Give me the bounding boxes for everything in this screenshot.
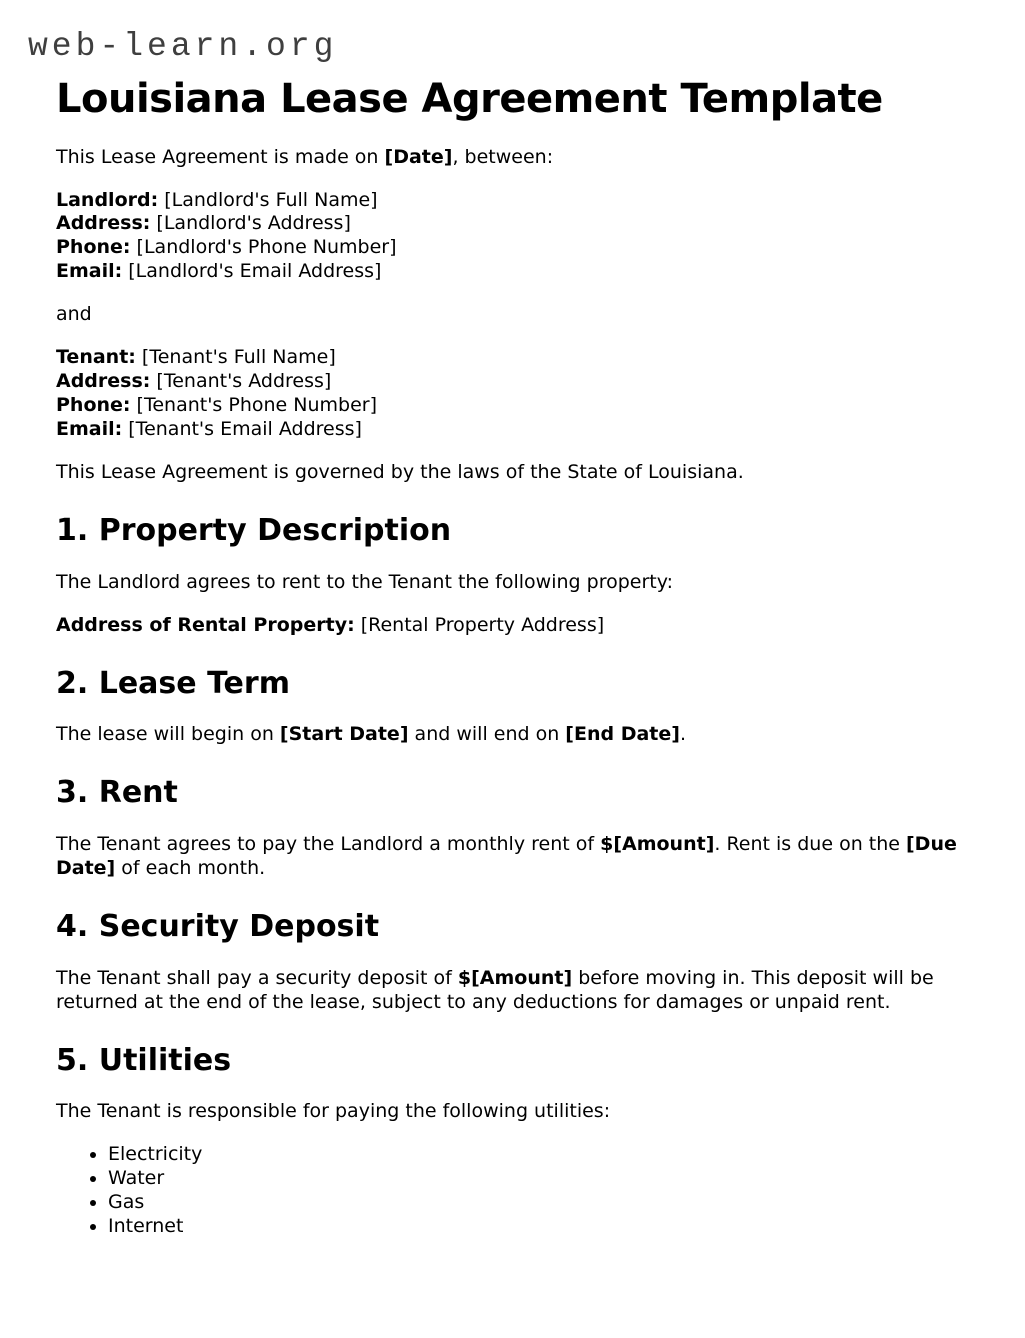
governing-law-paragraph: This Lease Agreement is governed by the laws of the State of Louisiana. (56, 460, 744, 483)
intro-paragraph (56, 146, 969, 170)
field-label: Email: (56, 260, 123, 283)
due-date-placeholder: [Due Date] (56, 833, 957, 880)
landlord-email-line (56, 260, 969, 284)
landlord-address-line (56, 212, 969, 236)
utility-item-water: • Water (108, 1167, 969, 1191)
intro-text-1: This Lease Agreement is made on (56, 145, 385, 168)
rent-text-3: of each month. (115, 857, 266, 880)
utility-list (56, 1143, 969, 1239)
tenant-block (56, 346, 969, 442)
section-heading-security-deposit: 4. Security Deposit (56, 908, 380, 944)
field-value: [Landlord's Address] (150, 212, 351, 235)
utility-item-electricity: • Electricity (108, 1143, 969, 1167)
date-placeholder: [Date] (384, 145, 453, 168)
security-deposit-text-2: before moving in. This deposit will be returned at the end of the lease, subject to any deductions for damages or unpaid rent. (56, 966, 934, 1013)
start-date-placeholder: [Start Date] (279, 723, 409, 746)
end-date-placeholder: [End Date] (565, 723, 680, 746)
tenant-address-line (56, 370, 969, 394)
lease-term-text-3: . (679, 723, 686, 746)
lease-term-paragraph (56, 723, 969, 747)
field-label: Phone: (56, 236, 131, 259)
rental-address-placeholder: [Rental Property Address] (354, 613, 605, 636)
rent-text-1: The Tenant agrees to pay the Landlord a monthly rent of (56, 833, 601, 856)
field-value: [Tenant's Address] (150, 370, 332, 393)
intro-text-2: , between: (452, 145, 554, 168)
lease-term-text-2: and will end on (408, 723, 566, 746)
landlord-phone-line (56, 236, 969, 260)
field-label: Tenant: (56, 346, 136, 369)
rental-address-line (56, 614, 969, 638)
page-title: Louisiana Lease Agreement Template (56, 75, 883, 122)
field-value: [Tenant's Email Address] (122, 418, 362, 441)
field-value: [Landlord's Email Address] (122, 260, 382, 283)
property-description-paragraph: The Landlord agrees to rent to the Tenant the following property: (56, 570, 673, 593)
utility-item-gas: • Gas (108, 1191, 969, 1215)
landlord-block (56, 189, 969, 285)
tenant-name-line (56, 346, 969, 370)
rental-address-label: Address of Rental Property: (56, 613, 355, 636)
security-deposit-text-1: The Tenant shall pay a security deposit of (56, 966, 458, 989)
deposit-amount-placeholder: $[Amount] (457, 966, 573, 989)
tenant-phone-line (56, 394, 969, 418)
landlord-name-line (56, 189, 969, 213)
field-label: Landlord: (56, 188, 159, 211)
section-heading-utilities: 5. Utilities (56, 1042, 232, 1078)
field-label: Phone: (56, 394, 131, 417)
field-value: [Landlord's Phone Number] (130, 236, 397, 259)
utilities-paragraph: The Tenant is responsible for paying the following utilities: (56, 1100, 611, 1123)
section-heading-rent: 3. Rent (56, 775, 178, 811)
security-deposit-paragraph (56, 967, 969, 1015)
tenant-email-line (56, 418, 969, 442)
field-value: [Tenant's Phone Number] (130, 394, 378, 417)
utility-item-internet: • Internet (108, 1215, 969, 1239)
section-heading-lease-term: 2. Lease Term (56, 665, 290, 701)
section-heading-property-description: 1. Property Description (56, 512, 452, 548)
field-value: [Landlord's Full Name] (158, 188, 378, 211)
rent-amount-placeholder: $[Amount] (600, 833, 715, 856)
field-label: Email: (56, 418, 123, 441)
site-logo: web-learn.org (28, 28, 338, 65)
connector-text: and (56, 303, 92, 326)
rent-paragraph (56, 833, 969, 881)
field-label: Address: (56, 370, 151, 393)
lease-term-text-1: The lease will begin on (56, 723, 280, 746)
field-label: Address: (56, 212, 151, 235)
field-value: [Tenant's Full Name] (135, 346, 336, 369)
rent-text-2: . Rent is due on the (714, 833, 906, 856)
